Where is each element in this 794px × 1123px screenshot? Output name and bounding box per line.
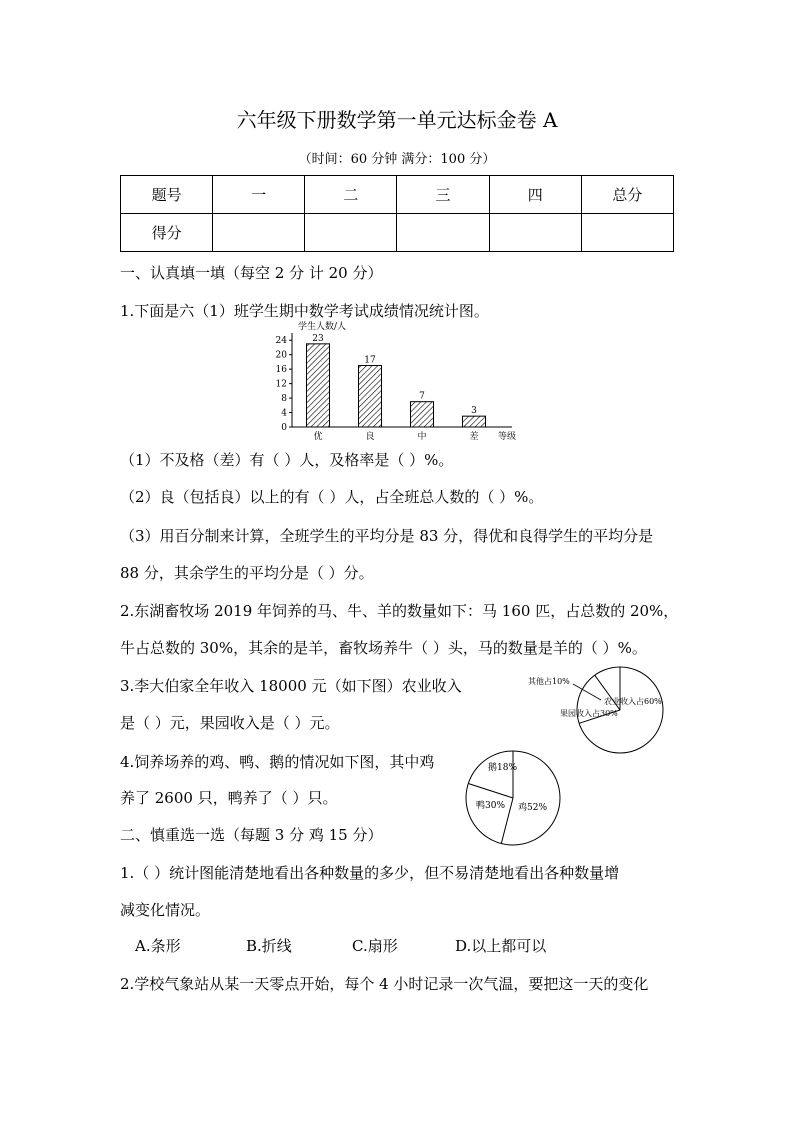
score-table [120, 175, 674, 252]
option-c[interactable]: C.扇形 [352, 937, 398, 955]
bar-中 [411, 402, 434, 427]
y-tick-label: 8 [281, 394, 287, 405]
score-table-header-cell: 二 [305, 176, 397, 214]
s2-q1-line2: 减变化情况。 [120, 901, 211, 919]
option-b[interactable]: B.折线 [246, 937, 292, 955]
q3-line2: 是（ ）元，果园收入是（ ）元。 [120, 714, 340, 732]
bar-value-label: 17 [364, 355, 376, 366]
score-table-header-cell: 三 [397, 176, 489, 214]
score-table-header-cell: 四 [489, 176, 581, 214]
q3-line1: 3.李大伯家全年收入 18000 元（如下图）农业收入 [120, 677, 462, 695]
bar-差 [463, 416, 486, 427]
section2-heading: 二、慎重选一选（每题 3 分 鸡 15 分） [120, 826, 383, 844]
score-table-header-cell: 一 [213, 176, 305, 214]
bar-category-label: 中 [417, 432, 427, 442]
option-d[interactable]: D.以上都可以 [455, 937, 547, 955]
s2-q1-line1: 1.（ ）统计图能清楚地看出各种数量的多少，但不易清楚地看出各种数量增 [120, 864, 620, 882]
q1-sub2: （2）良（包括良）以上的有（ ）人，占全班总人数的（ ）%。 [120, 488, 544, 506]
pie2-label-chicken: 鸡52% [518, 803, 548, 813]
pie1-label-agri: 农业收入占60% [604, 697, 662, 706]
y-tick-label: 12 [275, 379, 287, 390]
y-tick-label: 0 [281, 423, 287, 433]
y-tick-label: 24 [275, 336, 287, 347]
bar-category-label: 优 [313, 432, 323, 442]
q1-sub1: （1）不及格（差）有（ ）人，及格率是（ ）%。 [120, 451, 454, 469]
bar-category-label: 差 [469, 432, 479, 442]
bar-category-label: 良 [365, 432, 375, 442]
poultry-pie-chart [460, 748, 566, 848]
q1-sub3-line1: （3）用百分制来计算，全班学生的平均分是 83 分，得优和良得学生的平均分是 [120, 527, 654, 545]
bar-value-label: 7 [419, 391, 425, 402]
q2-line1: 2.东湖畜牧场 2019 年饲养的马、牛、羊的数量如下：马 160 匹，占总数的 20%， [120, 602, 679, 620]
score-table-score-row [121, 214, 674, 252]
q4-line2: 养了 2600 只，鸭养了（ ）只。 [120, 789, 338, 807]
score-table-header-row [121, 176, 674, 214]
s2-q2-line1: 2.学校气象站从某一天零点开始，每个 4 小时记录一次气温，要把这一天的变化 [120, 975, 649, 993]
score-row-label: 得分 [121, 214, 213, 252]
bar-value-label: 3 [471, 406, 477, 417]
pie1-label-orchard: 果园收入占30% [560, 709, 618, 718]
score-cell-4[interactable] [489, 214, 581, 252]
q4-line1: 4.饲养场养的鸡、鸭、鹅的情况如下图，其中鸡 [120, 753, 435, 771]
bar-chart-ylabel: 学生人数/人 [298, 322, 347, 332]
y-tick-label: 16 [275, 365, 287, 376]
score-cell-1[interactable] [213, 214, 305, 252]
page-title: 六年级下册数学第一单元达标金卷 A [236, 108, 558, 132]
pie2-label-duck: 鸭30% [476, 801, 506, 811]
option-a[interactable]: A.条形 [135, 937, 181, 955]
exam-info: （时间：60 分钟 满分：100 分） [298, 152, 496, 167]
section1-heading: 一、认真填一填（每空 2 分 计 20 分） [120, 264, 383, 282]
score-cell-2[interactable] [305, 214, 397, 252]
pie1-label-other: 其他占10% [528, 677, 570, 686]
q1-stem: 1.下面是六（1）班学生期中数学考试成绩情况统计图。 [120, 302, 489, 320]
y-tick-label: 4 [281, 408, 287, 419]
income-pie-chart [525, 660, 685, 760]
score-table-header-cell: 总分 [581, 176, 673, 214]
bar-value-label: 23 [312, 333, 324, 344]
bar-chart-xlabel: 等级 [498, 432, 517, 442]
pie2-label-goose: 鹅18% [488, 763, 518, 773]
bar-优 [307, 344, 330, 427]
score-table-header-cell: 题号 [121, 176, 213, 214]
bar-chart [262, 317, 522, 445]
score-cell-total[interactable] [581, 214, 673, 252]
y-tick-label: 20 [275, 350, 287, 361]
score-cell-3[interactable] [397, 214, 489, 252]
bar-良 [359, 366, 382, 427]
q1-sub3-line2: 88 分，其余学生的平均分是（ ）分。 [120, 564, 374, 582]
q2-line2: 牛占总数的 30%，其余的是羊，畜牧场养牛（ ）头，马的数量是羊的（ ）%。 [120, 639, 647, 657]
